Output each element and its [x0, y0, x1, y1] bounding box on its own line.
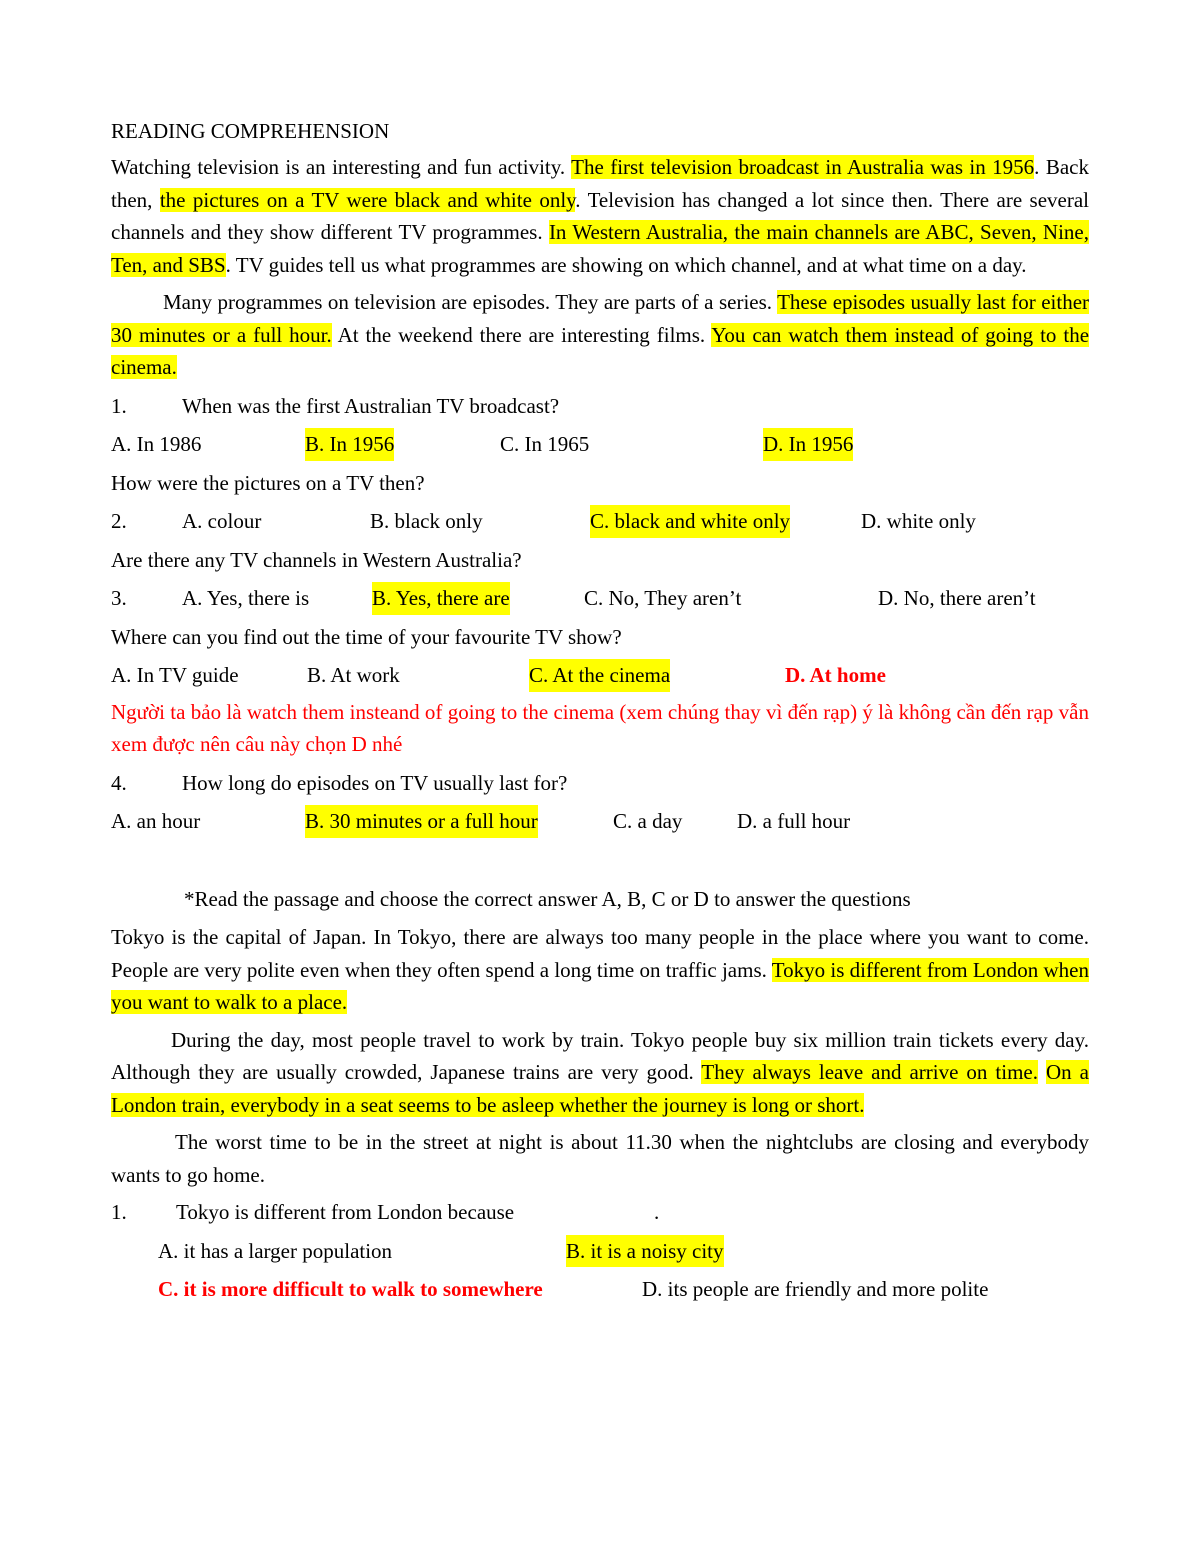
highlighted-text: They always leave and arrive on time. [701, 1060, 1038, 1084]
highlighted-text: the pictures on a TV were black and white only [159, 187, 576, 212]
option-a: A. In 1986 [111, 432, 202, 456]
option-c: C. black and white only [590, 505, 790, 538]
highlighted-text: In Western Australia, the main channels are ABC, Seven, Nine, Ten, and SBS [111, 220, 1089, 277]
option-b: B. black only [370, 509, 483, 533]
instruction: *Read the passage and choose the correct answer A, B, C or D to answer the questions [184, 886, 911, 911]
question-3-options [111, 582, 1089, 621]
document-page [111, 116, 1089, 1312]
question-4-text [111, 621, 1089, 660]
passage1-para1 [111, 151, 1089, 281]
question-1 [111, 390, 1089, 429]
option-c: C. In 1965 [500, 432, 590, 456]
passage2-para1 [111, 921, 1089, 1019]
option-d: D. At home [785, 663, 886, 687]
document-title: READING COMPREHENSION [111, 119, 390, 143]
option-c: C. a day [613, 809, 683, 833]
option-a: A. it has a larger population [158, 1238, 393, 1263]
part2-question-1 [111, 1196, 1089, 1235]
question-5-options [111, 805, 1089, 844]
text-run [1038, 1060, 1046, 1084]
option-d: D. In 1956 [763, 428, 853, 461]
part2-question-1-options-ab [111, 1235, 1089, 1274]
text-run: Watching television is an interesting and fun activity. [111, 155, 572, 179]
option-b: B. In 1956 [305, 428, 394, 461]
highlighted-text: Tokyo is different from London when you want to walk to a place. [111, 957, 1089, 1014]
option-a: A. an hour [111, 809, 201, 833]
passage2-para2 [111, 1024, 1089, 1122]
text-run: . Back then, [111, 155, 1089, 212]
question-number: 1. [111, 393, 127, 418]
option-b: B. it is a noisy city [566, 1235, 724, 1268]
question-5 [111, 767, 1089, 806]
option-a: A. colour [182, 509, 262, 533]
passage1-para2 [111, 286, 1089, 384]
question-text: When was the first Australian TV broadcast? [182, 393, 560, 418]
option-c: C. No, They aren’t [584, 586, 742, 610]
passage2-para3: The worst time to be in the street at night is about 11.30 when the nightclubs are closing and everybody wants to go home. [111, 1130, 1089, 1187]
option-b: B. Yes, there are [372, 582, 510, 615]
question-number: 2. [111, 509, 127, 533]
question-text: Where can you find out the time of your favourite TV show? [111, 624, 622, 649]
option-c: C. it is more difficult to walk to somewhere [158, 1277, 543, 1301]
question-text: Are there any TV channels in Western Australia? [111, 547, 522, 572]
option-d: D. its people are friendly and more polite [642, 1277, 989, 1301]
answer-note: Người ta bảo là watch them insteand of going to the cinema (xem chúng thay vì đến rạp) ý là không cần đến rạp vẫn xem được nên câu này chọn D nhé [111, 699, 1089, 756]
question-number: 3. [111, 586, 127, 610]
option-a: A. Yes, there is [182, 586, 310, 610]
option-c: C. At the cinema [529, 659, 670, 692]
question-4-options [111, 659, 1089, 698]
text-run: . Television has changed a lot since then. There are several channels and they show different TV programmes. [111, 187, 1089, 244]
highlighted-text: You can watch them instead of going to the cinema. [111, 322, 1090, 379]
question-text: How long do episodes on TV usually last for? [182, 770, 568, 795]
text-run: . TV guides tell us what programmes are showing on which channel, and at what time on a day. [225, 252, 1027, 277]
text-run: At the weekend there are interesting films. [331, 322, 712, 347]
question-number: 4. [111, 770, 127, 795]
question-1-options [111, 428, 1089, 467]
question-2-text [111, 467, 1089, 506]
question-text: Tokyo is different from London because [176, 1200, 515, 1224]
option-d: D. white only [861, 509, 976, 533]
option-d: D. No, there aren’t [878, 586, 1036, 610]
question-number: 1. [111, 1200, 127, 1224]
instruction-row [111, 883, 1089, 922]
text-run: Tokyo is the capital of Japan. In Tokyo, there are always too many people in the place where you want to come. People are very polite even when they often spend a long time on traffic jams. [111, 925, 1089, 982]
option-b: B. At work [307, 663, 400, 687]
text-run: Many programmes on television are episodes. They are parts of a series. [163, 290, 778, 314]
highlighted-text: These episodes usually last for either 30 minutes or a full hour. [111, 290, 1090, 347]
option-b: B. 30 minutes or a full hour [305, 805, 538, 838]
question-2-options [111, 505, 1089, 544]
question-text: How were the pictures on a TV then? [111, 470, 425, 495]
text-run: During the day, most people travel to work by train. Tokyo people buy six million train tickets every day. Although they are usually crowded, Japanese trains are very good. [111, 1027, 1089, 1084]
highlighted-text: On a London train, everybody in a seat seems to be asleep whether the journey is long or short. [111, 1060, 1089, 1117]
highlighted-text: The first television broadcast in Australia was in 1956 [571, 155, 1035, 179]
question-3-text [111, 544, 1089, 583]
answer-blank: . [654, 1200, 660, 1224]
option-d: D. a full hour [737, 809, 851, 833]
option-a: A. In TV guide [111, 663, 239, 687]
part2-question-1-options-cd [111, 1273, 1089, 1312]
